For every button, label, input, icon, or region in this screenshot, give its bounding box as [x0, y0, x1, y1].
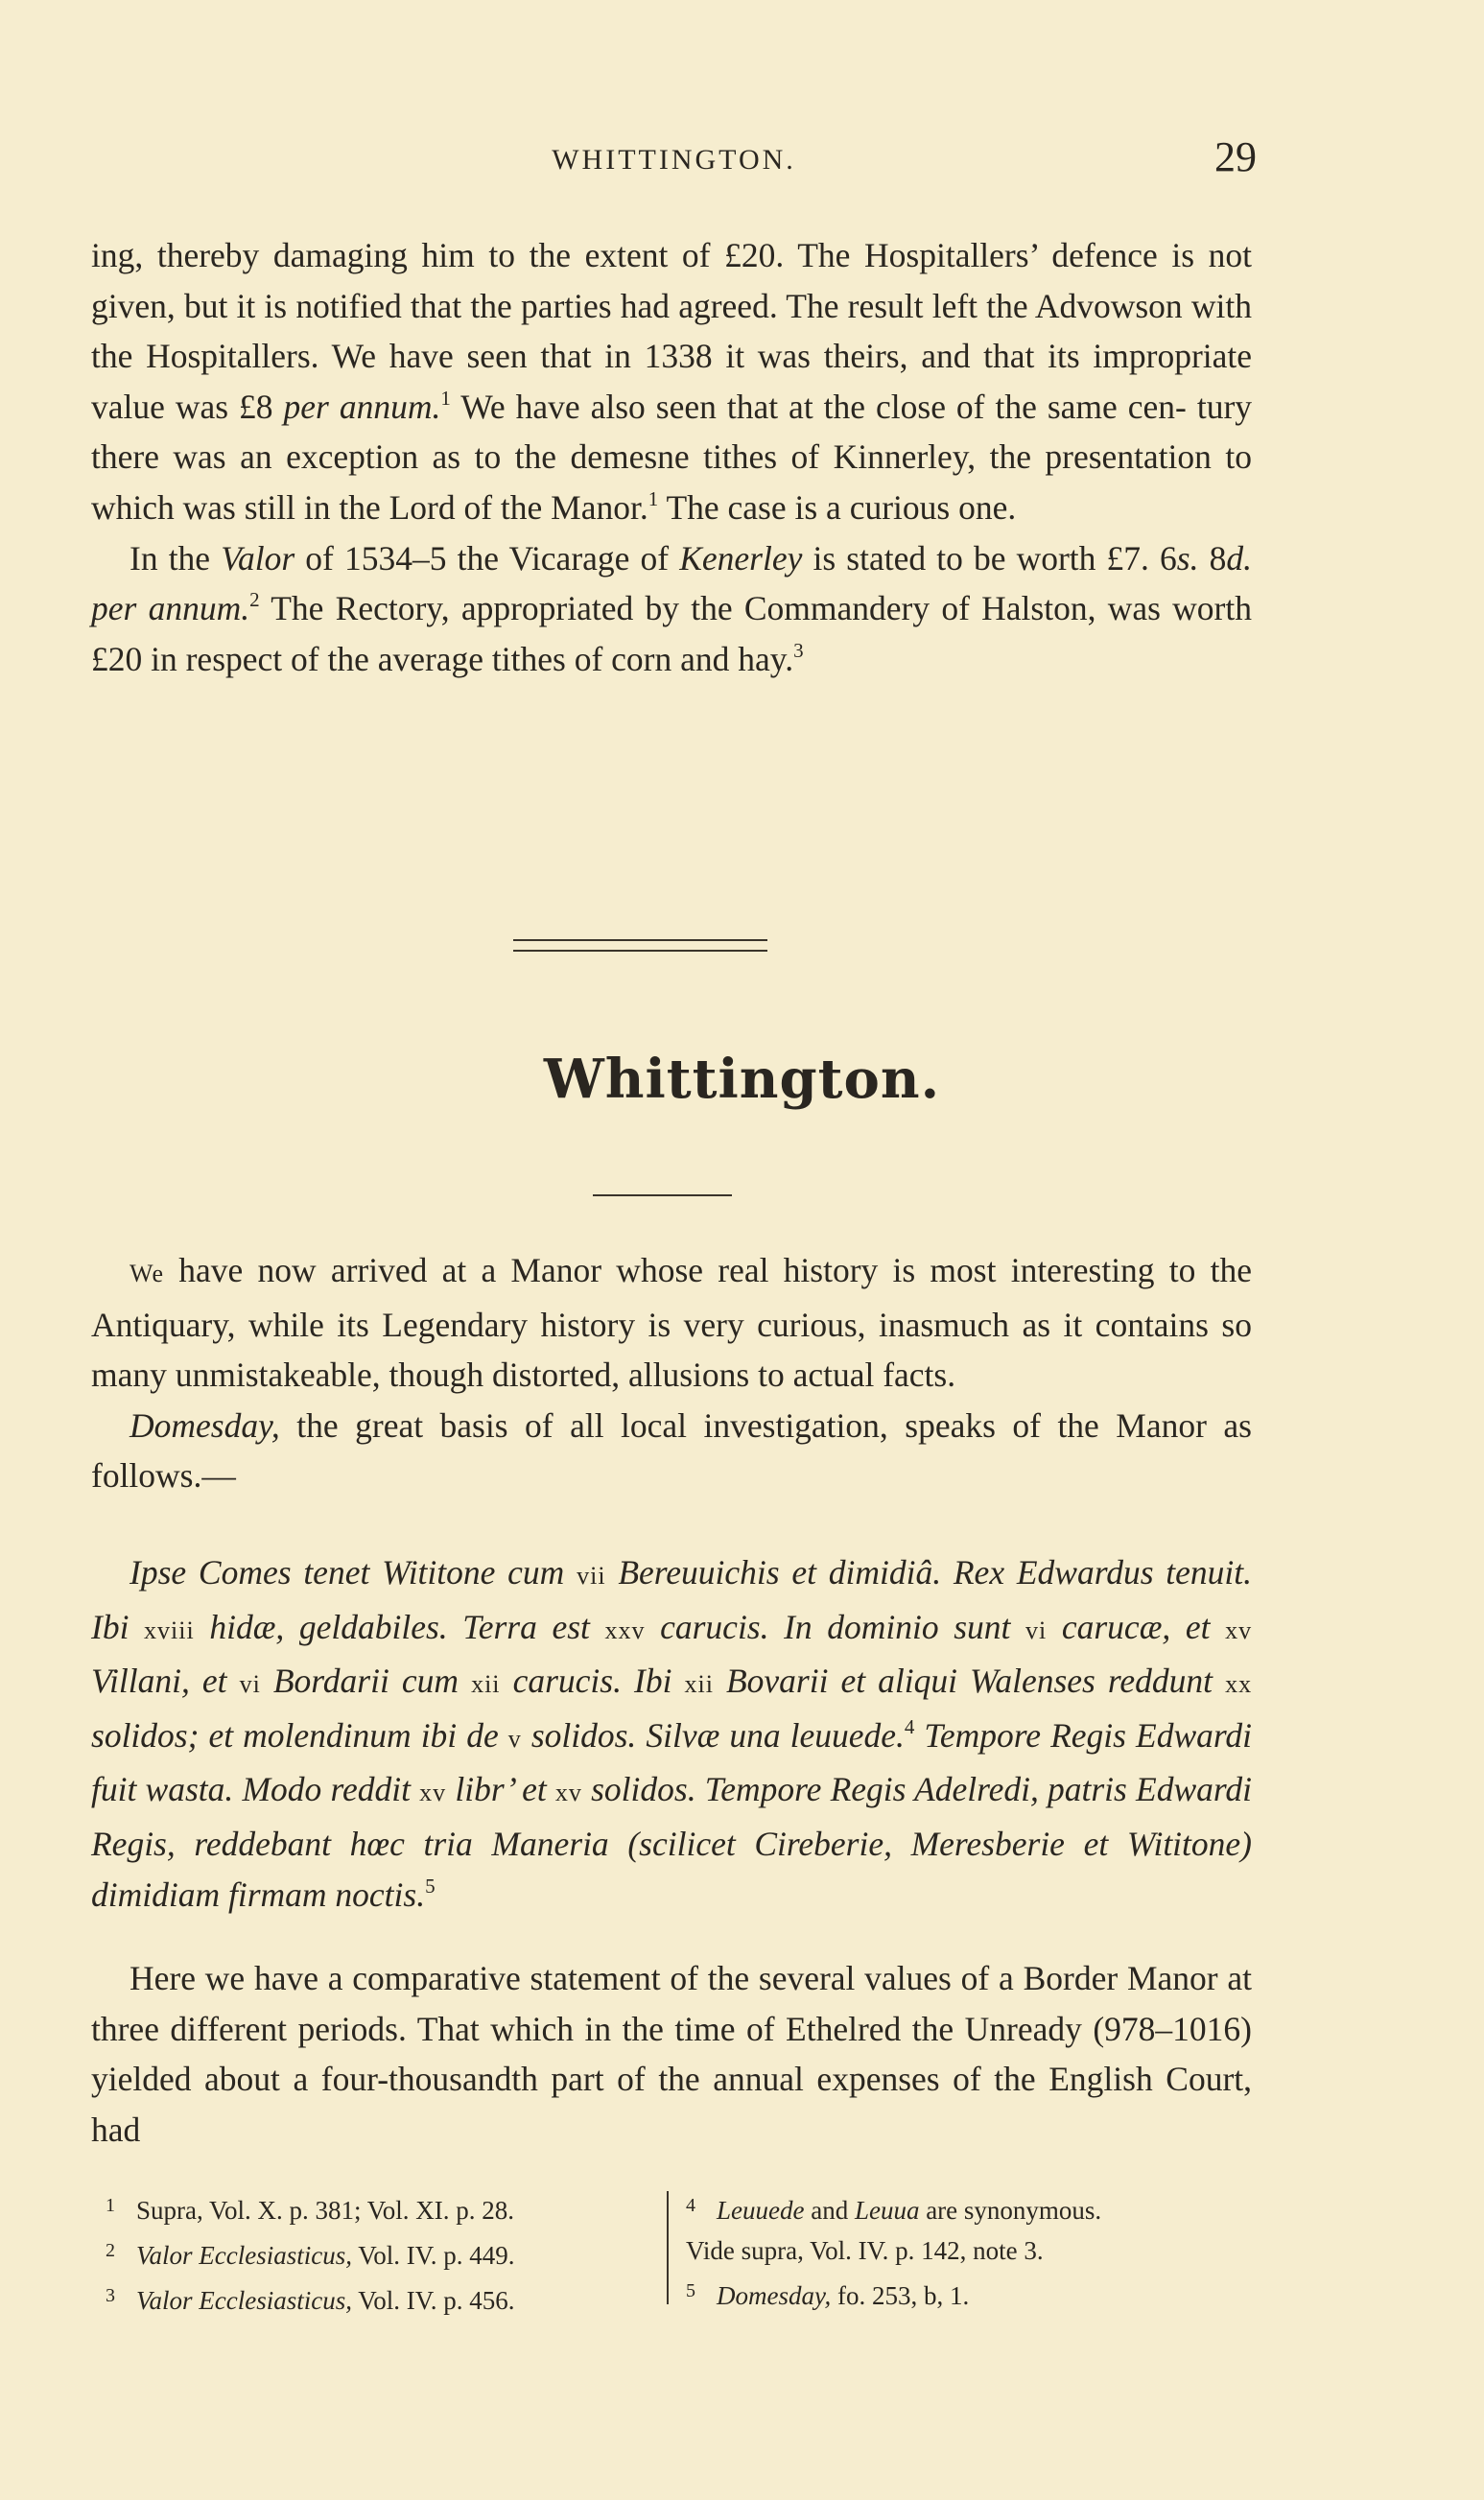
footnote-ref: 5: [425, 1874, 436, 1898]
footnotes-right: [686, 2185, 1261, 2316]
paragraph: We have now arrived at a Manor whose real history is most interesting to the Antiquary, while its Legendary history is very curious, inasmuch as it contains so many unmistakeable, though distorted, allusions to actual facts.: [91, 1251, 1253, 1395]
footnotes: [106, 2185, 1257, 2315]
paragraph: ing, thereby damaging him to the extent of £20. The Hospitallers’ defence is not given, but it is notified that the parties had agreed. The result left the Advowson with the Hospitallers. We have seen that in 1338 it was theirs, and that its impropriate value was £8 per annum.$^1$ We have also seen that at the close of the same cen- tury there was an exception as to the demesne tithes of Kinnerley, the presentation to which was still in the Lord of the Manor.$^1$ The case is a curious one.: [91, 236, 1253, 527]
footnote-1: 1 Supra, Vol. X. p. 381; Vol. XI. p. 28.: [106, 2195, 515, 2225]
paragraph: Domesday, the great basis of all local investigation, speaks of the Manor as follows.—: [91, 1405, 1252, 1496]
footnote-4: 4 Leuuede and Leuua are synonymous.: [686, 2195, 1102, 2225]
footnote-4-continued: Vide supra, Vol. IV. p. 142, note 3.: [686, 2236, 1044, 2265]
paragraph: Here we have a comparative statement of the several values of a Border Manor at three different periods. That which in the time of Ethelred the Unready (978–1016) yielded about a four-thousandth part of the annual expenses of the English Court, had: [91, 1959, 1252, 2149]
paragraph: In the Valor of 1534–5 the Vicarage of Kenerley is stated to be worth £7. 6s. 8d. per annum.$^2$ The Rectory, appropriated by the Commandery of Halston, was worth £20 in respect of the average tithes of corn and hay.$^3$: [91, 538, 1252, 678]
footnote-5: 5 Domesday, fo. 253, b, 1.: [686, 2280, 970, 2310]
footnote-divider: [667, 2191, 669, 2304]
text-block-advowson: [91, 230, 1252, 684]
section-divider: [513, 939, 767, 952]
text-block-intro: [91, 1245, 1252, 1501]
footnote-ref: 3: [793, 638, 804, 662]
footnote-ref: 1: [440, 386, 451, 410]
paragraph: Ipse Comes tenet Wititone cum vii Bereuuichis et dimidiâ. Rex Edwardus tenuit. Ibi xviii hidæ, geldabiles. Terra est xxv carucis. In dominio sunt vi carucæ, et xv Villani, et vi Bordarii cum xii carucis. Ibi xii Bovarii et aliqui Walenses reddunt xx solidos; et molendinum ibi de v solidos. Silvæ una leuuede.$^4$ Tempore Regis Edwardi fuit wasta. Modo reddit xv libr’ et xv solidos. Tempore Regis Adelredi, patris Edwardi Regis, reddebant hœc tria Maneria (scilicet Cireberie, Meresberie et Wititone) dimidiam firmam noctis.$^5$: [91, 1553, 1253, 1914]
footnote-3: 3 Valor Ecclesiasticus, Vol. IV. p. 456.: [106, 2285, 515, 2315]
page-header: [91, 132, 1257, 190]
footnote-2: 2 Valor Ecclesiasticus, Vol. IV. p. 449.: [106, 2240, 515, 2270]
footnote-ref: 1: [648, 486, 659, 510]
latin-extract: [91, 1547, 1252, 1920]
footnote-ref: 4: [904, 1714, 915, 1738]
title-rule: [593, 1194, 732, 1196]
section-title: Whittington.: [543, 1048, 941, 1111]
text-block-comparison: [91, 1953, 1252, 2155]
footnote-ref: 2: [249, 588, 260, 612]
page-number: 29: [1214, 133, 1257, 180]
footnotes-left: [106, 2185, 652, 2321]
running-head: WHITTINGTON.: [552, 144, 796, 176]
